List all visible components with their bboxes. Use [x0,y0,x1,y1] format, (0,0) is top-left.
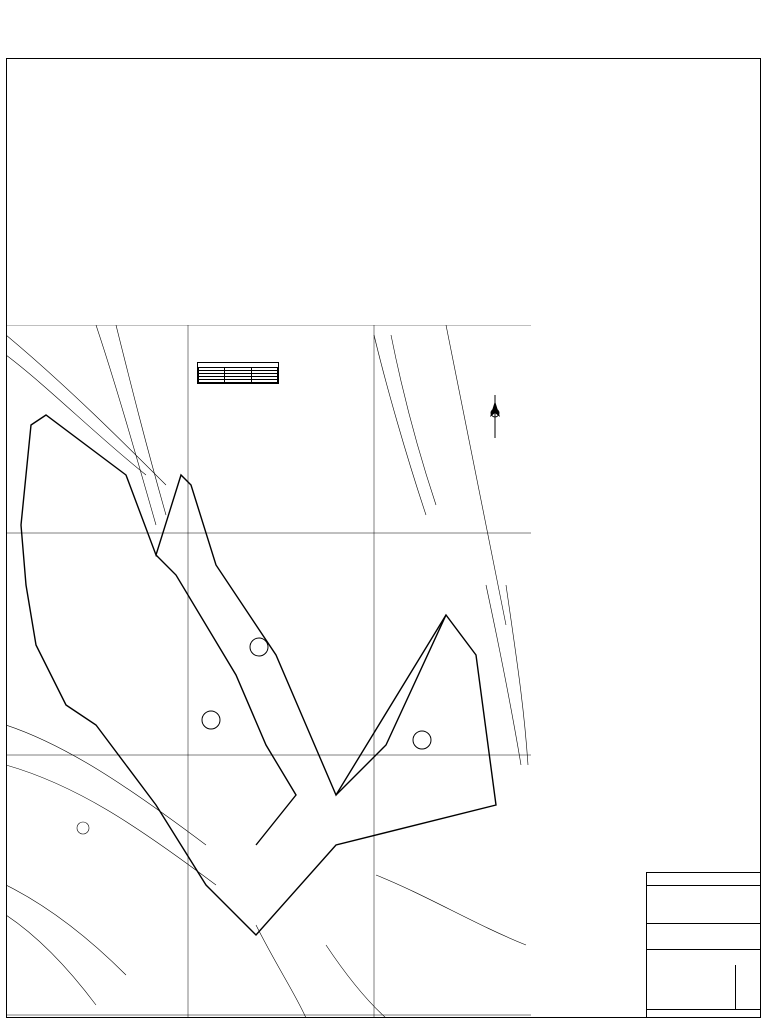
title-block-plan [647,933,760,950]
north-arrow-icon [484,383,506,443]
cell [225,380,251,383]
title-block-entity [647,903,760,924]
title-block [646,872,761,1018]
site-plan [6,325,531,1018]
cell [199,380,225,383]
title-block-header [647,873,760,886]
cell [251,380,277,383]
table-row-total [199,380,278,383]
sheet-label [736,965,762,967]
manzanas-table [197,362,279,384]
